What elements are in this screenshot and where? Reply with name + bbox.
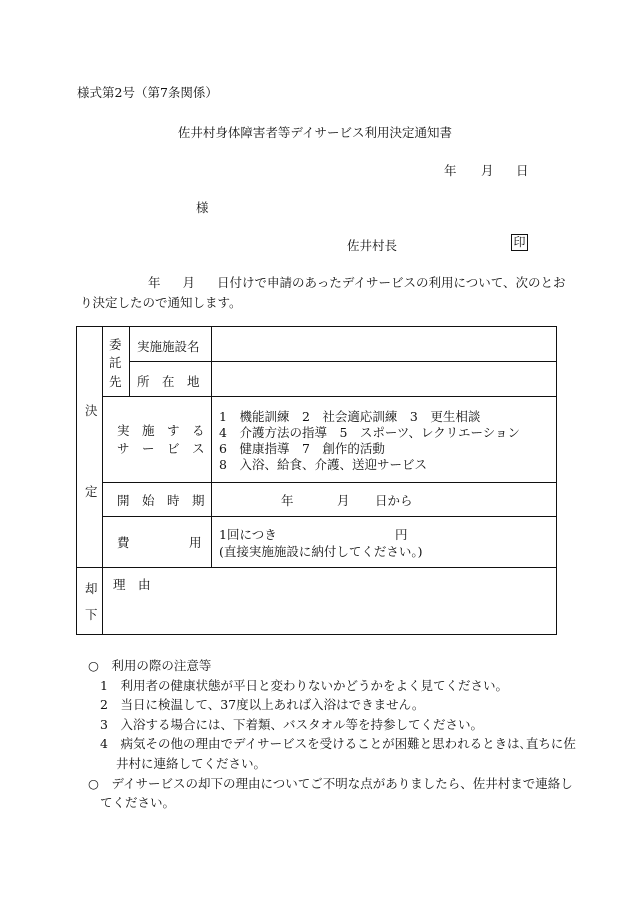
note-item: 1 利用者の健康状態が平日と変わりないかどうかをよく見てください。	[100, 677, 508, 693]
start-month-label: 月	[337, 493, 350, 508]
consignee-label-1: 委	[109, 337, 122, 352]
intro-line-2: り決定したので通知します。	[80, 295, 242, 310]
seal-mark: 印	[511, 234, 528, 251]
service-option-line: 8 入浴、給食、介護、送迎サービス	[219, 457, 427, 472]
cost-label-left: 費	[117, 535, 130, 550]
service-label-line-1: 実 施 す る	[117, 423, 205, 438]
table-divider	[77, 567, 556, 568]
service-option-line: 6 健康指導 7 創作的活動	[219, 441, 385, 456]
final-note-line-1: ○ デイサービスの却下の理由についてご不明な点がありましたら、佐井村まで連絡し	[88, 775, 573, 791]
form-number: 様式第2号（第7条関係）	[77, 85, 218, 100]
consignee-label-2: 託	[109, 355, 122, 370]
date-day-label: 日	[516, 163, 529, 178]
final-note-line-2: てください。	[100, 795, 176, 811]
table-divider	[102, 396, 556, 397]
start-year-label: 年	[281, 493, 294, 508]
reason-label: 理 由	[113, 577, 151, 592]
document-title: 佐井村身体障害者等デイサービス利用決定通知書	[177, 125, 453, 140]
decision-label-2: 定	[85, 484, 98, 499]
notes-heading: ○ 利用の際の注意等	[88, 658, 212, 673]
rejection-label-1: 却	[85, 581, 98, 596]
notes-section	[88, 656, 576, 813]
note-item-continued: 井村に連絡してください。	[116, 755, 267, 771]
table-divider	[129, 361, 556, 362]
service-label-line-2: サ ー ビ ス	[117, 441, 205, 456]
intro-year-label: 年	[148, 275, 161, 290]
note-item: 3 入浴する場合には、下着類、バスタオル等を持参してください。	[100, 716, 483, 732]
facility-name-label: 実施施設名	[137, 339, 200, 354]
intro-line-1	[80, 273, 566, 291]
date-year-label: 年	[444, 163, 457, 178]
cost-label-right: 用	[189, 535, 202, 550]
note-item: 4 病気その他の理由でデイサービスを受けることが困難と思われるときは､直ちに佐	[100, 736, 576, 752]
table-divider	[102, 327, 103, 634]
decision-table	[76, 326, 557, 635]
note-item: 2 当日に検温して、37度以上あれば入浴はできません。	[100, 697, 425, 713]
cost-unit: 円	[395, 527, 408, 542]
table-divider	[102, 516, 556, 517]
rejection-label-2: 下	[85, 607, 98, 622]
date-month-label: 月	[481, 163, 494, 178]
cost-per-session: 1回につき	[219, 527, 277, 542]
intro-month-label: 月	[182, 275, 196, 290]
service-option-line: 1 機能訓練 2 社会適応訓練 3 更生相談	[219, 409, 481, 424]
sender-name: 佐井村長	[347, 238, 398, 253]
start-day-label: 日から	[375, 493, 413, 508]
intro-text: 日付けで申請のあったデイサービスの利用について、次のとお	[217, 275, 566, 290]
service-option-line: 4 介護方法の指導 5 スポーツ、レクリエーション	[219, 425, 521, 440]
cost-note: (直接実施施設に納付してください。)	[219, 544, 423, 559]
decision-label-1: 決	[85, 403, 98, 418]
start-date-label: 開 始 時 期	[117, 493, 205, 508]
table-divider	[211, 327, 212, 567]
table-divider	[102, 482, 556, 483]
addressee-suffix: 様	[196, 200, 209, 215]
consignee-label-3: 先	[109, 374, 122, 389]
location-label: 所 在 地	[137, 374, 200, 389]
